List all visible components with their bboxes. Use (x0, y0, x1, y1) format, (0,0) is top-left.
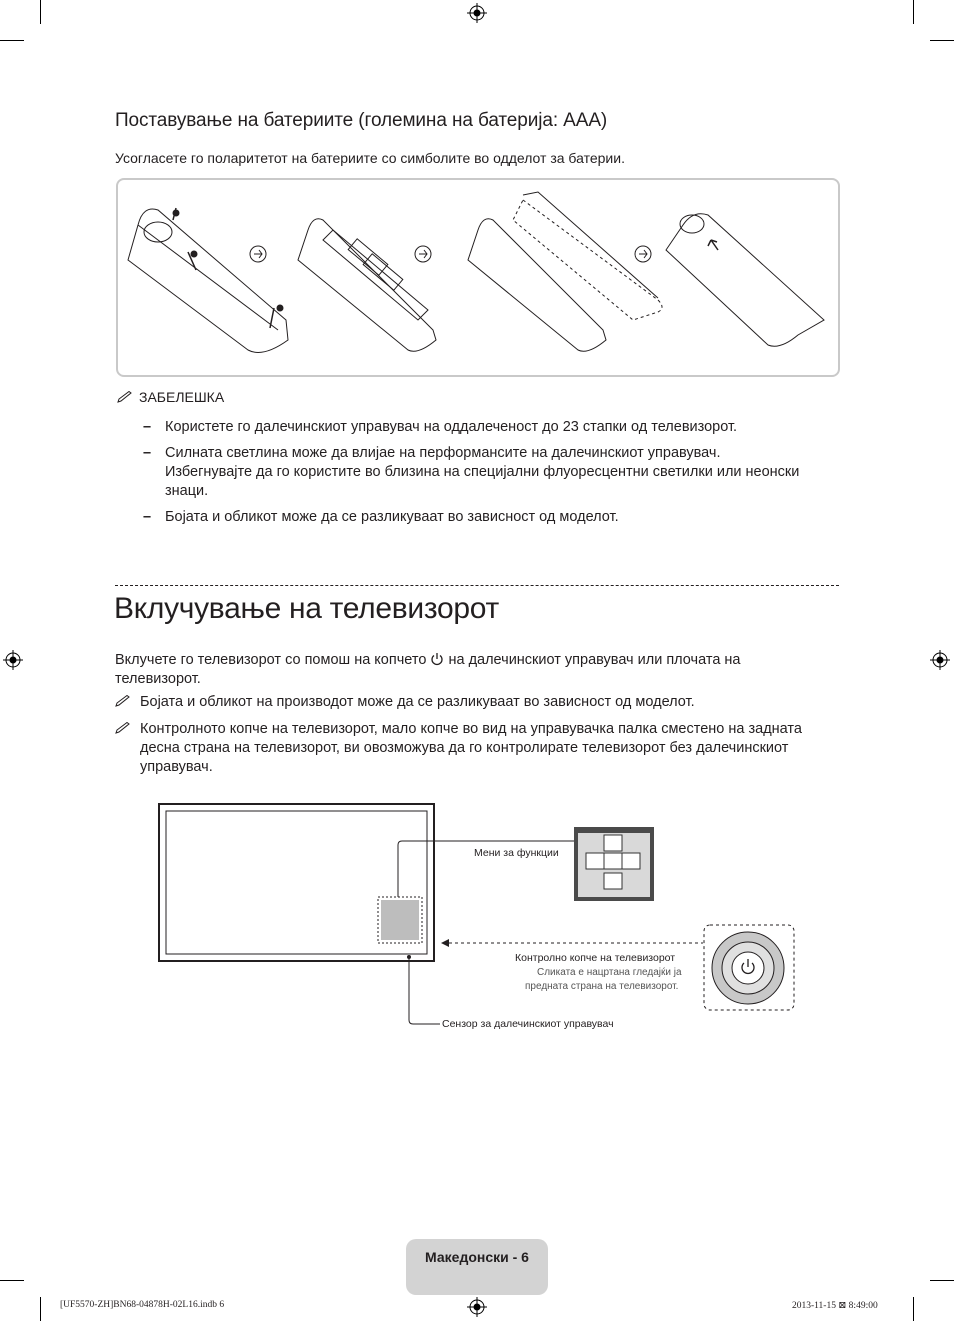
slug-right: 2013-11-15 ⊠ 8:49:00 (792, 1301, 878, 1311)
power-intro-after: на далечинскиот управувач или плочата на телевизорот. (115, 652, 741, 687)
pencil-note-icon (117, 391, 133, 403)
pencil-note-icon (115, 695, 131, 707)
power-intro-text (115, 651, 815, 689)
tv-diagram (150, 795, 810, 1045)
list-item (115, 693, 815, 712)
pencil-note-icon (115, 722, 131, 734)
registration-mark-icon (3, 650, 23, 670)
battery-intro-text: Усогласете го поларитетот на батериите со симболите во одделот за батерии. (115, 150, 625, 166)
power-notes (115, 693, 815, 785)
control-note-line2: предната страна на телевизорот. (525, 981, 679, 992)
dash-bullet: – (143, 419, 152, 435)
crop-mark (0, 40, 24, 41)
crop-mark (40, 0, 41, 24)
power-note-text: Бојата и обликот на производот може да се разликуваат во зависност од моделот. (140, 694, 695, 710)
note-item-text: Бојата и обликот може да се разликуваат во зависност од моделот. (165, 509, 619, 525)
note-item-text: Користете го далечинскиот управувач на оддалеченост до 23 стапки од телевизорот. (165, 419, 738, 435)
list-item (143, 444, 803, 501)
list-item (115, 720, 815, 777)
dash-bullet: – (143, 445, 152, 461)
registration-mark-icon (467, 1297, 487, 1317)
section-divider (115, 585, 839, 586)
power-icon (430, 652, 444, 666)
list-item (143, 418, 803, 437)
crop-mark (0, 1280, 24, 1281)
slug-left: [UF5570-ZH]BN68-04878H-02L16.indb 6 (60, 1300, 225, 1310)
control-note-line1: Сликата е нацртана гледајќи ја (537, 967, 682, 978)
sensor-label: Сензор за далечинскиот управувач (442, 1018, 614, 1030)
power-note-text: Контролното копче на телевизорот, мало копче во вид на управувачка палка сместено на задната десна страна на телевизорот, ви овозможува да го контролирате телевизорот без далечинскиот управувач. (140, 721, 802, 775)
dash-bullet: – (143, 509, 152, 525)
control-button-label: Контролно копче на телевизорот (515, 952, 676, 964)
crop-mark (913, 0, 914, 24)
note-heading-text: ЗАБЕЛЕШКА (139, 389, 225, 405)
crop-mark (930, 1280, 954, 1281)
note-heading (117, 389, 224, 405)
list-item (143, 508, 803, 527)
crop-mark (913, 1297, 914, 1321)
note-item-text: Силната светлина може да влијае на перформансите на далечинскиот управувач. Избегнувајте да го користите во близина на специјални флуоресцентни светилки или неонски знаци. (165, 445, 800, 499)
note-list (143, 418, 803, 534)
battery-section-title: Поставување на батериите (големина на батерија: AAA) (115, 110, 608, 131)
battery-steps-illustration (118, 180, 838, 375)
registration-mark-icon (467, 3, 487, 23)
battery-illustration-box (116, 178, 840, 377)
page-number-text: Македонски - 6 (425, 1249, 529, 1265)
function-menu-label: Мени за функции (474, 847, 559, 859)
power-section-title: Вклучување на телевизорот (114, 592, 499, 625)
page-number-tab (406, 1239, 548, 1295)
power-intro-before: Вклучете го телевизорот со помош на копчето (115, 652, 427, 668)
crop-mark (930, 40, 954, 41)
registration-mark-icon (930, 650, 950, 670)
crop-mark (40, 1297, 41, 1321)
